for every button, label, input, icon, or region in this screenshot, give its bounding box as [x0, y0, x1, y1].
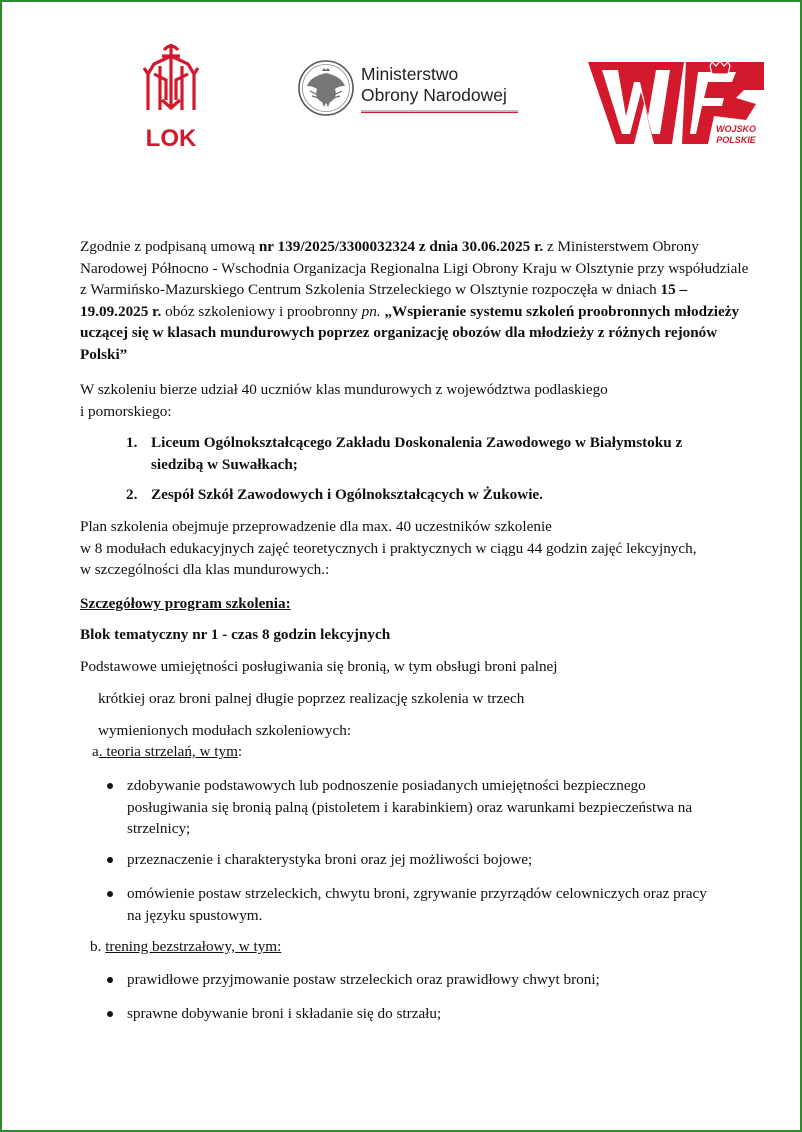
a-item-3-line-2: na języku spustowym. — [127, 906, 263, 924]
wp-logo-icon — [586, 60, 766, 146]
b-item-2: sprawne dobywanie broni i składanie się do strzału; — [127, 1005, 442, 1022]
bullet-icon — [107, 1011, 113, 1017]
program-heading: Szczegółowy program szkolenia: — [80, 595, 291, 612]
wp-text-1: WOJSKO — [715, 124, 757, 134]
block-1-heading: Blok tematyczny nr 1 - czas 8 godzin lekcyjnych — [80, 626, 391, 643]
lok-logo — [140, 40, 202, 152]
participants-text — [80, 379, 752, 422]
wojsko-polskie-logo — [586, 60, 766, 146]
participants-line-1: W szkoleniu bierze udział 40 uczniów klas mundurowych z województwa podlaskiego — [80, 381, 608, 398]
mon-flag-line — [361, 110, 518, 113]
school-number-2: 2. — [126, 486, 138, 503]
school-1-line-2: siedzibą w Suwałkach; — [151, 455, 298, 473]
mon-name-line1: Ministerstwo — [361, 64, 459, 84]
plan-line-3: w szczególności dla klas mundurowych.: — [80, 561, 330, 578]
school-item-1 — [151, 432, 751, 475]
intro-text-2: z Ministerstwem Obrony Narodowej Północno - Wschodnia Organizacja Regionalna Ligi Obrony Kraju w Olsztynie przy współudziale z Warmińsko-Mazurskiego Centrum Szkolenia Strzeleckiego w Olsztynie rozpoczęła w dniach — [80, 238, 749, 298]
school-1-line-1: Liceum Ogólnokształcącego Zakładu Doskonalenia Zawodowego w Białymstoku z — [151, 434, 683, 451]
subsection-a-title: . teoria strzelań, w tym — [98, 743, 238, 760]
a-item-3 — [127, 883, 757, 926]
lok-eagle-icon — [140, 40, 202, 152]
intro-text-3: obóz szkoleniowy i proobronny — [161, 302, 362, 320]
subsection-b-title: trening bezstrzałowy, w tym: — [105, 938, 282, 955]
plan-line-2: w 8 modułach edukacyjnych zajęć teoretycznych i praktycznych w ciągu 44 godzin zajęć lekcyjnych, — [80, 539, 697, 557]
bullet-icon — [107, 977, 113, 983]
lok-text: LOK — [145, 125, 197, 152]
program-title: „Wspieranie systemu szkoleń proobronnych młodzieży uczącej się w klasach mundurowych poprzez organizację obozów dla młodzieży z różnych rejonów Polski” — [80, 302, 740, 363]
block-1-desc-2: krótkiej oraz broni palnej długie poprzez realizację szkolenia w trzech — [98, 690, 525, 707]
bullet-icon — [107, 783, 113, 789]
mon-eagle-emblem-icon — [296, 58, 356, 118]
block-1-desc-3: wymienionych modułach szkoleniowych: — [98, 722, 352, 739]
school-number-1: 1. — [126, 434, 138, 451]
mon-logo — [296, 58, 526, 120]
subsection-b — [90, 936, 762, 958]
a-item-3-line-1: omówienie postaw strzeleckich, chwytu broni, zgrywanie przyrządów celowniczych oraz pracy — [127, 885, 707, 902]
bullet-icon — [107, 891, 113, 897]
participants-line-2: i pomorskiego: — [80, 402, 172, 420]
wp-text-2: POLSKIE — [716, 135, 756, 145]
mon-name-line2: Obrony Narodowej — [361, 85, 507, 105]
a-item-1-line-2: posługiwania się bronią palną (pistoletem i karabinkiem) oraz warunkami bezpieczeństwa na — [127, 798, 693, 816]
school-item-2 — [151, 484, 751, 506]
pn-abbrev: pn. — [361, 302, 381, 320]
subsection-a-colon: : — [237, 743, 243, 760]
block-1-desc-1: Podstawowe umiejętności posługiwania się bronią, w tym obsługi broni palnej — [80, 658, 558, 675]
a-item-2: przeznaczenie i charakterystyka broni oraz jej możliwości bojowe; — [127, 851, 533, 868]
subsection-b-prefix: b. — [90, 938, 106, 955]
subsection-a-prefix: a — [92, 743, 99, 760]
school-2-line-1: Zespół Szkół Zawodowych i Ogólnokształcących w Żukowie. — [151, 486, 543, 503]
a-item-1-line-1: zdobywanie podstawowych lub podnoszenie posiadanych umiejętności bezpiecznego — [127, 777, 646, 794]
plan-paragraph — [80, 516, 752, 581]
subsection-a — [92, 741, 764, 763]
camp-dates: 15 – 19.09.2025 r. — [80, 281, 688, 320]
bullet-icon — [107, 857, 113, 863]
intro-text-1: Zgodnie z podpisaną umową — [80, 238, 259, 255]
agreement-number: nr 139/2025/3300032324 z dnia 30.06.2025 r. — [258, 238, 544, 255]
plan-line-1: Plan szkolenia obejmuje przeprowadzenie dla max. 40 uczestników szkolenie — [80, 518, 552, 535]
mon-name — [361, 64, 507, 106]
a-item-1-line-3: strzelnicy; — [127, 820, 191, 837]
b-item-1: prawidłowe przyjmowanie postaw strzeleckich oraz prawidłowy chwyt broni; — [127, 971, 600, 988]
a-item-1 — [127, 775, 757, 840]
intro-paragraph — [80, 236, 752, 365]
